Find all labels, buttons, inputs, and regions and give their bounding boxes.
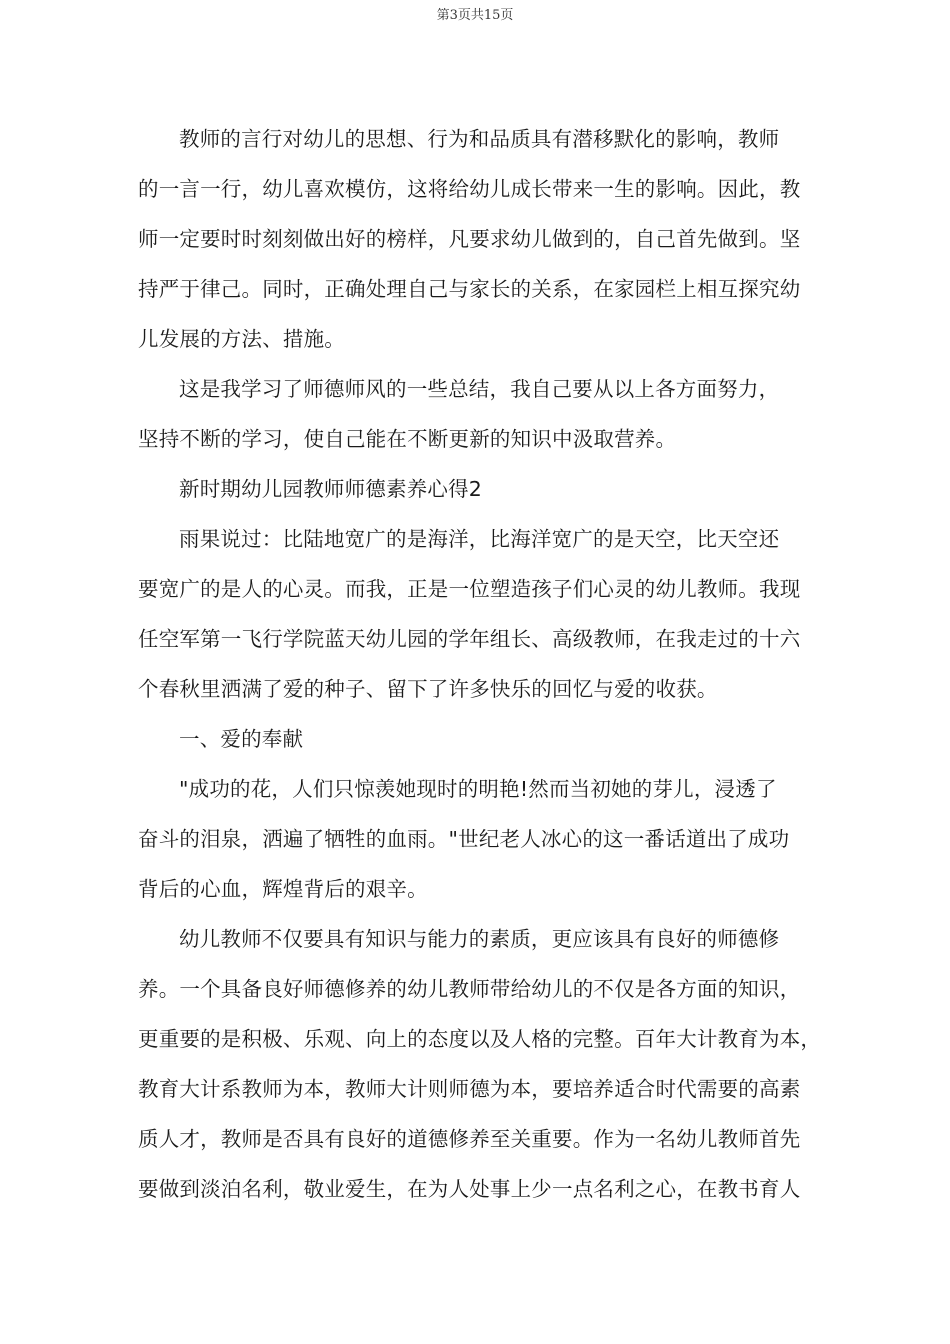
paragraph-hugo-quote: 雨果说过：比陆地宽广的是海洋，比海洋宽广的是天空，比天空还 要宽广的是人的心灵。而我，正是一位塑造孩子们心灵的幼儿教师。我现 任空军第一飞行学院蓝天幼儿园的学年组长、高级教师，在我走过的十六 个春秋里洒满了爱的种子、留下了许多快乐的回忆与爱的收获。 [138, 527, 801, 701]
paragraph-bingxin-quote: "成功的花，人们只惊羡她现时的明艳!然而当初她的芽儿，浸透了 奋斗的泪泉，洒遍了牺牲的血雨。"世纪老人冰心的这一番话道出了成功 背后的心血，辉煌背后的艰辛。 [138, 777, 790, 901]
paragraph-teacher-influence: 教师的言行对幼儿的思想、行为和品质具有潜移默化的影响，教师 的一言一行，幼儿喜欢模仿，这将给幼儿成长带来一生的影响。因此，教 师一定要时时刻刻做出好的榜样，凡要求幼儿做到的，自己首先做到。坚 持严于律己。同时，正确处理自己与家长的关系，在家园栏上相互探究幼 儿发展的方法、措施。 [138, 127, 801, 351]
document-body [138, 114, 828, 1214]
page-indicator: 第3页共15页 [436, 8, 514, 23]
section-title: 新时期幼儿园教师师德素养心得2 [179, 477, 483, 501]
paragraph-summary: 这是我学习了师德师风的一些总结，我自己要从以上各方面努力， 坚持不断的学习，使自己能在不断更新的知识中汲取营养。 [138, 377, 780, 451]
subsection-heading: 一、爱的奉献 [179, 727, 304, 751]
paragraph-teacher-ethics: 幼儿教师不仅要具有知识与能力的素质，更应该具有良好的师德修 养。一个具备良好师德修养的幼儿教师带给幼儿的不仅是各方面的知识， 更重要的是积极、乐观、向上的态度以及人格的完整。百年大计教育为本， 教育大计系教师为本，教师大计则师德为本，要培养适合时代需要的高素 质人才，教师是否具有良好的道德修养至关重要。作为一名幼儿教师首先 要做到淡泊名利，敬业爱生，在为人处事上少一点名利之心，在教书育人 [138, 927, 822, 1201]
